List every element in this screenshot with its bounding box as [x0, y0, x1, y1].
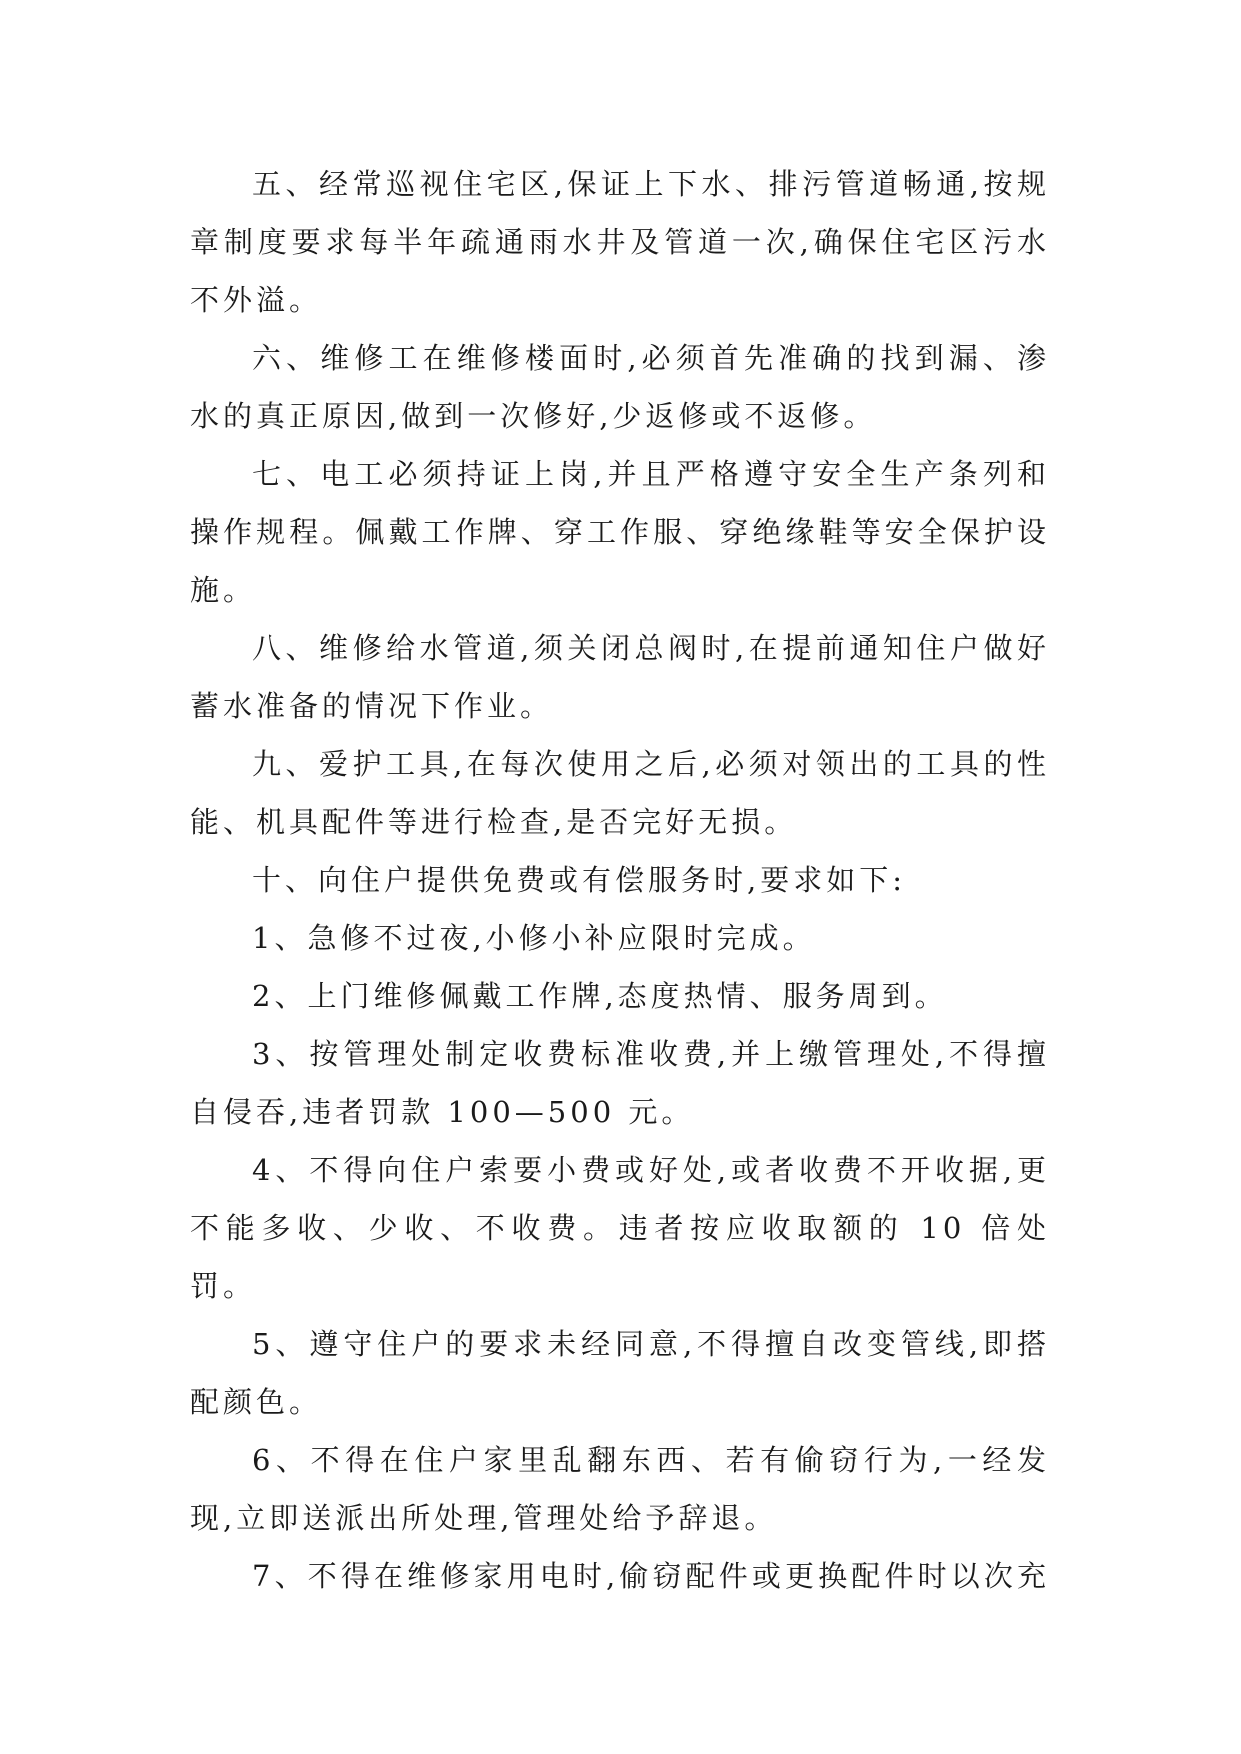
paragraph-item-7: 七、电工必须持证上岗,并且严格遵守安全生产条列和操作规程。佩戴工作牌、穿工作服、穿绝缘鞋等安全保护设施。 [190, 457, 1050, 607]
paragraph-item-5: 五、经常巡视住宅区,保证上下水、排污管道畅通,按规章制度要求每半年疏通雨水井及管道一次,确保住宅区污水不外溢。 [190, 167, 1050, 317]
sub-item-4: 4、不得向住户索要小费或好处,或者收费不开收据,更不能多收、少收、不收费。违者按应收取额的 10 倍处罚。 [190, 1153, 1050, 1303]
sub-item-6: 6、不得在住户家里乱翻东西、若有偷窃行为,一经发现,立即送派出所处理,管理处给予辞退。 [190, 1443, 1050, 1535]
paragraph-item-6: 六、维修工在维修楼面时,必须首先准确的找到漏、渗水的真正原因,做到一次修好,少返修或不返修。 [190, 341, 1050, 433]
sub-item-1: 1、急修不过夜,小修小补应限时完成。 [252, 921, 816, 955]
paragraph-item-10: 十、向住户提供免费或有偿服务时,要求如下: [252, 863, 906, 897]
sub-item-5: 5、遵守住户的要求未经同意,不得擅自改变管线,即搭配颜色。 [190, 1327, 1050, 1419]
paragraph-item-9: 九、爱护工具,在每次使用之后,必须对领出的工具的性能、机具配件等进行检查,是否完好无损。 [190, 747, 1050, 839]
sub-item-3: 3、按管理处制定收费标准收费,并上缴管理处,不得擅自侵吞,违者罚款 100—500 元。 [190, 1037, 1050, 1129]
paragraph-item-8: 八、维修给水管道,须关闭总阀时,在提前通知住户做好蓄水准备的情况下作业。 [190, 631, 1050, 723]
sub-item-7: 7、不得在维修家用电时,偷窃配件或更换配件时以次充 [252, 1559, 1050, 1593]
sub-item-2: 2、上门维修佩戴工作牌,态度热情、服务周到。 [252, 979, 948, 1013]
document-body [190, 155, 1050, 1605]
